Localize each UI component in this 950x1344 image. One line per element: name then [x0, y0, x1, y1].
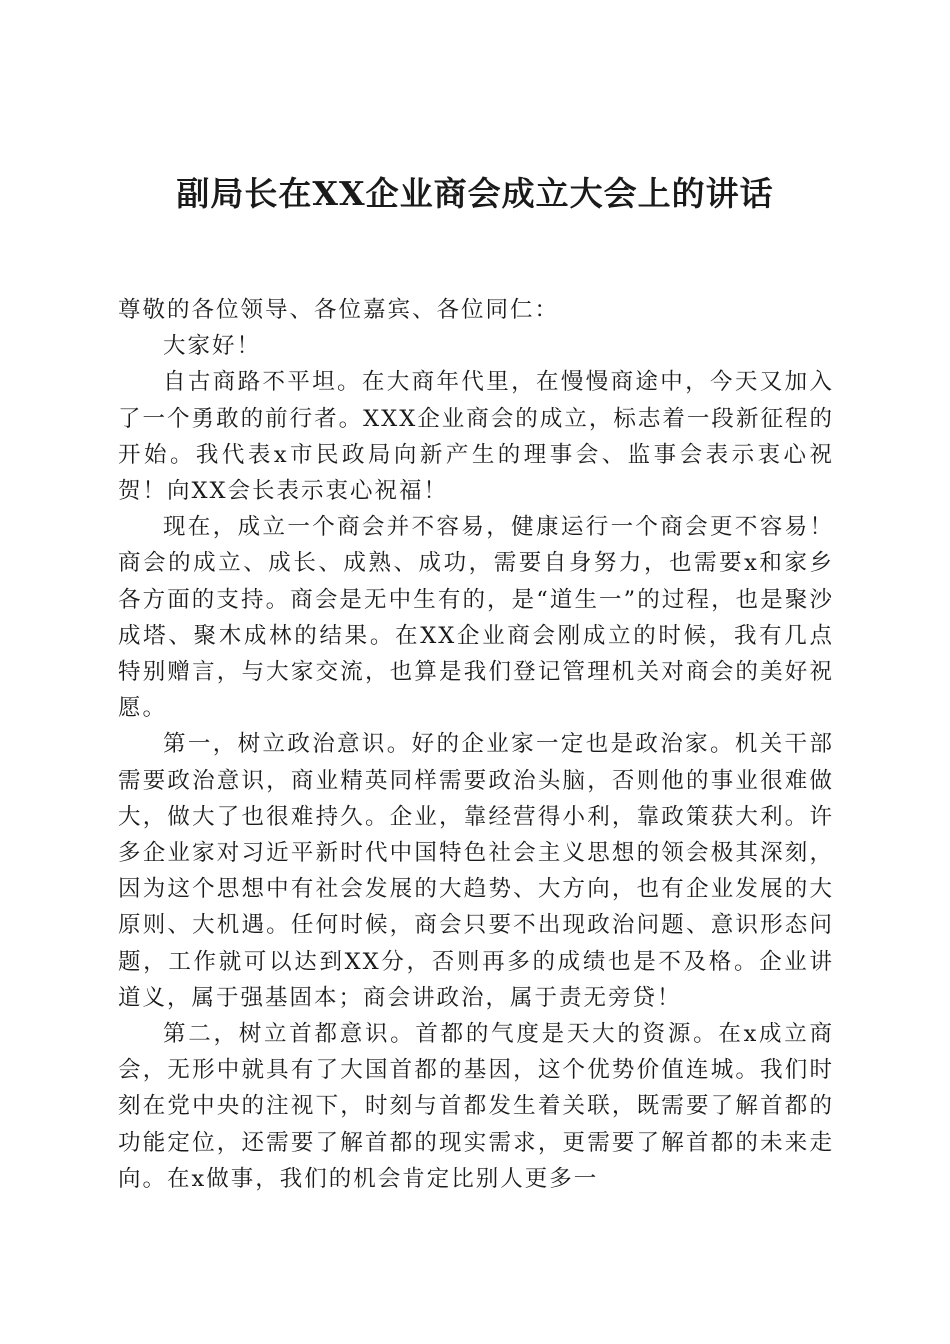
paragraph-intro: 自古商路不平坦。在大商年代里，在慢慢商途中，今天又加入了一个勇敢的前行者。XXX企业商会的成立，标志着一段新征程的开始。我代表x市民政局向新产生的理事会、监事会表示衷心祝贺！向XX会长表示衷心祝福！ [118, 369, 834, 505]
paragraph-context: 现在，成立一个商会并不容易，健康运行一个商会更不容易！商会的成立、成长、成熟、成功，需要自身努力，也需要x和家乡各方面的支持。商会是无中生有的，是“道生一”的过程，也是聚沙成塔、聚木成林的结果。在XX企业商会刚成立的时候，我有几点特别赠言，与大家交流，也算是我们登记管理机关对商会的美好祝愿。 [118, 514, 834, 722]
paragraph-point-two: 第二，树立首都意识。首都的气度是天大的资源。在x成立商会，无形中就具有了大国首都的基因，这个优势价值连城。我们时刻在党中央的注视下，时刻与首都发生着关联，既需要了解首都的功能定位，还需要了解首都的现实需求，更需要了解首都的未来走向。在x做事，我们的机会肯定比别人更多一 [118, 1021, 834, 1192]
salutation: 尊敬的各位领导、各位嘉宾、各位同仁： [118, 297, 560, 323]
paragraph-greeting: 大家好！ [163, 333, 262, 360]
paragraph-point-one: 第一，树立政治意识。好的企业家一定也是政治家。机关干部需要政治意识，商业精英同样需要政治头脑，否则他的事业很难做大，做大了也很难持久。企业，靠经营得小利，靠政策获大利。许多企业家对习近平新时代中国特色社会主义思想的领会极其深刻，因为这个思想中有社会发展的大趋势、大方向，也有企业发展的大原则、大机遇。任何时候，商会只要不出现政治问题、意识形态问题，工作就可以达到XX分，否则再多的成绩也是不及格。企业讲道义，属于强基固本；商会讲政治，属于责无旁贷！ [118, 731, 834, 1011]
document-title: 副局长在XX企业商会成立大会上的讲话 [176, 174, 774, 213]
document-body [118, 292, 834, 1197]
